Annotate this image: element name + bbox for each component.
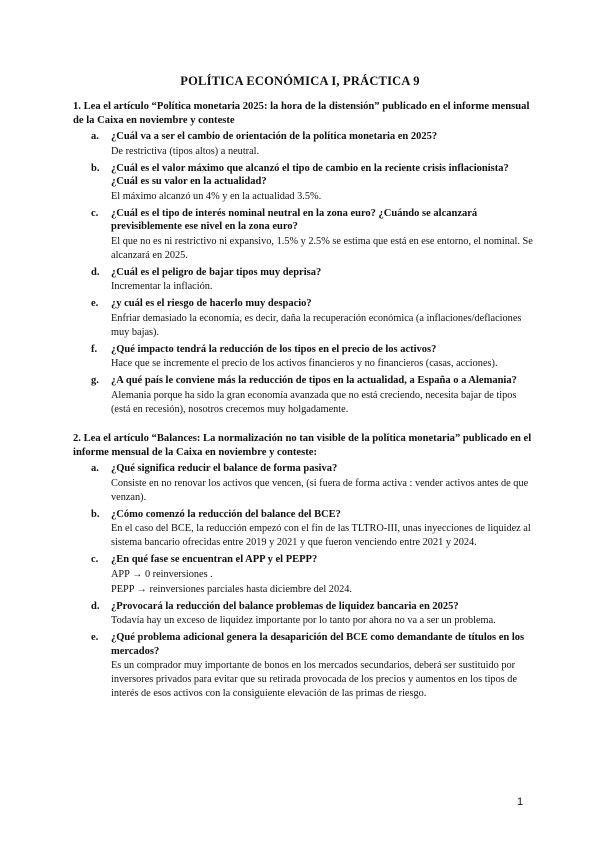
question-letter: a. xyxy=(91,131,99,142)
question-text: ¿Qué problema adicional genera la desaparición del BCE como demandante de títulos en los mercados? xyxy=(111,632,525,657)
page-number: 1 xyxy=(517,796,524,808)
question-1g xyxy=(73,374,533,417)
answer-text: Todavía hay un exceso de liquidez importante por lo tanto por ahora no va a ser un problema. xyxy=(111,615,496,626)
section-1-heading: 1. Lea el artículo “Política monetaria 2025: la hora de la distensión” publicado en el informe mensual de la Caixa en noviembre y conteste xyxy=(73,101,530,126)
question-1f xyxy=(73,343,533,372)
answer-line-app: APP → 0 reinversiones . xyxy=(111,568,213,580)
answer-text: Incrementar la inflación. xyxy=(111,281,213,292)
question-letter: d. xyxy=(91,600,100,612)
answer-text: Hace que se incremente el precio de los activos financieros y no financieros (casas, acciones). xyxy=(111,358,498,369)
answer-text: Consiste en no renovar los activos que vencen, (si fuera de forma activa : vender activos antes de que venzan). xyxy=(111,477,529,503)
section-1 xyxy=(73,100,533,420)
answer-text: El máximo alcanzó un 4% y en la actualidad 3.5%. xyxy=(111,190,322,202)
answer-text: Es un comprador muy importante de bonos en los mercados secundarios, deberá ser sustituido por inversores privados para evitar que su retirada provocada de los precios y aumentos en los tipos de interés de esos activos con la consiguiente elevación de las primas de riesgo. xyxy=(111,660,518,699)
question-letter: b. xyxy=(91,508,100,520)
question-text: ¿A qué país le conviene más la reducción de tipos en la actualidad, a España o a Alemania? xyxy=(111,375,517,386)
question-letter: g. xyxy=(91,375,99,386)
question-text: ¿Cuál es el peligro de bajar tipos muy deprisa? xyxy=(111,266,322,278)
question-text: ¿Cuál es el valor máximo que alcanzó el tipo de cambio en la reciente crisis inflacionista? ¿Cuál es su valor en la actualidad? xyxy=(111,162,509,187)
answer-text: Alemania porque ha sido la gran economía avanzada que no está creciendo, necesita bajar de tipos (está en recesión), nosotros crecemos muy holgadamente. xyxy=(111,389,517,415)
question-text: ¿y cuál es el riesgo de hacerlo muy despacio? xyxy=(111,298,312,309)
question-2d xyxy=(73,600,533,629)
question-2a xyxy=(73,462,533,505)
question-text: ¿En qué fase se encuentran el APP y el PEPP? xyxy=(111,554,318,565)
question-2b xyxy=(73,508,533,551)
question-letter: d. xyxy=(91,266,100,278)
question-1a xyxy=(73,130,533,159)
answer-text: De restrictiva (tipos altos) a neutral. xyxy=(111,145,260,157)
question-letter: c. xyxy=(91,554,99,565)
question-1b xyxy=(73,162,533,204)
question-text: ¿Cuál es el tipo de interés nominal neutral en la zona euro? ¿Cuándo se alcanzará previsiblemente ese nivel en la zona euro? xyxy=(111,207,478,232)
question-letter: b. xyxy=(91,162,100,174)
question-1d xyxy=(73,266,533,295)
answer-line-pepp: PEPP → reinversiones parciales hasta diciembre del 2024. xyxy=(111,583,352,595)
question-text: ¿Cómo comenzó la reducción del balance del BCE? xyxy=(111,508,341,520)
question-letter: a. xyxy=(91,463,99,474)
section-2-heading: 2. Lea el artículo “Balances: La normalización no tan visible de la política monetaria” publicado en el informe mensual de la Caixa en noviembre y conteste: xyxy=(73,433,532,458)
question-2e xyxy=(73,631,533,701)
answer-text: El que no es ni restrictivo ni expansivo, 1.5% y 2.5% se estima que está en ese entorno, el nominal. Se alcanzará en 2025. xyxy=(111,235,533,261)
question-2c xyxy=(73,553,533,597)
answer-text: En el caso del BCE, la reducción empezó con el fin de las TLTRO-III, unas inyecciones de liquidez al sistema bancario ofrecidas entre 2019 y 2021 y que fueron venciendo entre 2021 y 2024. xyxy=(111,523,531,548)
question-letter: e. xyxy=(91,298,99,309)
question-text: ¿Qué impacto tendrá la reducción de los tipos en el precio de los activos? xyxy=(111,343,437,355)
question-letter: e. xyxy=(91,632,99,643)
question-letter: c. xyxy=(91,207,99,219)
question-text: ¿Qué significa reducir el balance de forma pasiva? xyxy=(111,463,338,474)
answer-text: Enfriar demasiado la economía, es decir, daña la recuperación económica (a inflaciones/deflaciones muy bajas). xyxy=(111,312,522,338)
question-text: ¿Provocará la reducción del balance problemas de liquidez bancaria en 2025? xyxy=(111,600,459,612)
question-1e xyxy=(73,297,533,340)
document-title: POLÍTICA ECONÓMICA I, PRÁCTICA 9 xyxy=(180,74,420,88)
question-text: ¿Cuál va a ser el cambio de orientación de la política monetaria en 2025? xyxy=(111,131,438,142)
question-1c xyxy=(73,207,533,263)
question-letter: f. xyxy=(91,343,98,355)
section-2 xyxy=(73,432,533,704)
